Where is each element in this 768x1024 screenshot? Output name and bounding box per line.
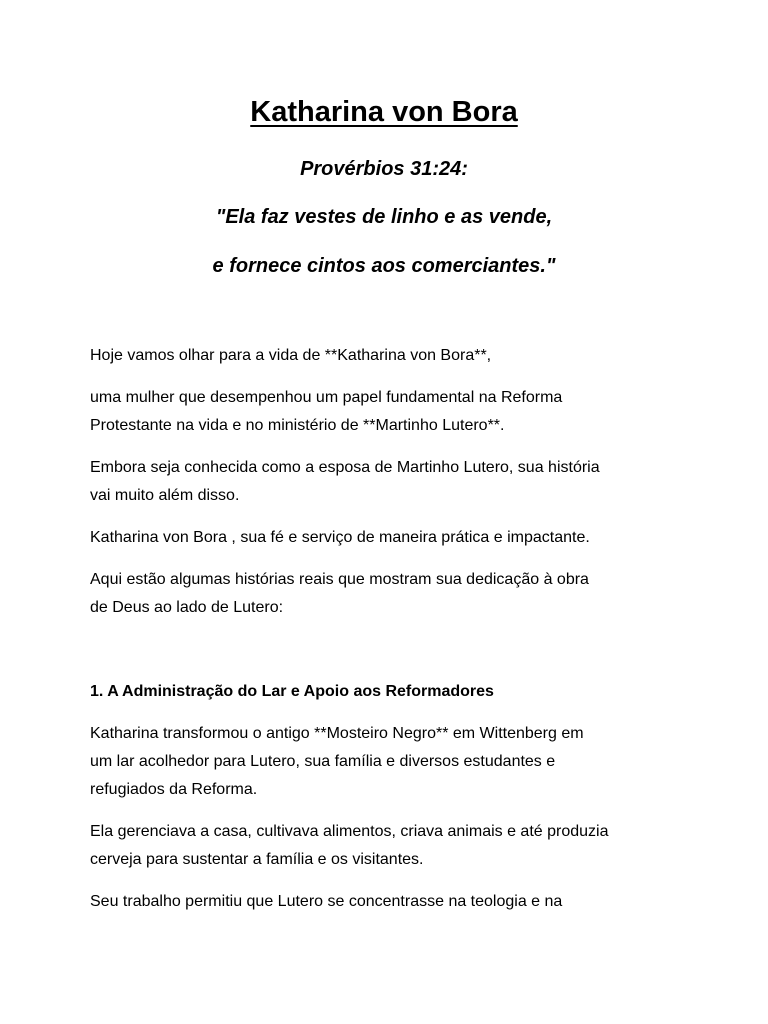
paragraph	[90, 720, 690, 804]
text-line: Aqui estão algumas histórias reais que mostram sua dedicação à obra	[90, 571, 589, 588]
text-line: refugiados da Reforma.	[90, 781, 258, 798]
intro-section	[90, 342, 690, 622]
verse-reference: Provérbios 31:24:	[300, 158, 468, 180]
text-line: Ela gerenciava a casa, cultivava alimentos, criava animais e até produzia	[90, 823, 609, 840]
paragraph	[90, 454, 690, 510]
text-line: Hoje vamos olhar para a vida de **Katharina von Bora**,	[90, 347, 492, 364]
document-title: Katharina von Bora	[250, 96, 518, 128]
text-line: cerveja para sustentar a família e os visitantes.	[90, 851, 424, 868]
text-line: Protestante na vida e no ministério de **Martinho Lutero**.	[90, 417, 505, 434]
paragraph	[90, 342, 690, 370]
text-line: Katharina von Bora , sua fé e serviço de maneira prática e impactante.	[90, 529, 590, 546]
verse-line: "Ela faz vestes de linho e as vende,	[215, 206, 553, 228]
paragraph	[90, 888, 690, 916]
text-line: de Deus ao lado de Lutero:	[90, 599, 284, 616]
document-body	[90, 342, 690, 930]
text-line: Embora seja conhecida como a esposa de Martinho Lutero, sua história	[90, 459, 600, 476]
paragraph	[90, 384, 690, 440]
text-line: Seu trabalho permitiu que Lutero se concentrasse na teologia e na	[90, 893, 563, 910]
section-heading: 1. A Administração do Lar e Apoio aos Reformadores	[90, 683, 494, 700]
paragraph	[90, 818, 690, 874]
text-line: Katharina transformou o antigo **Mosteiro Negro** em Wittenberg em	[90, 725, 584, 742]
text-line: vai muito além disso.	[90, 487, 240, 504]
paragraph	[90, 524, 690, 552]
verse-line: e fornece cintos aos comerciantes."	[212, 255, 556, 277]
section-1-body	[90, 720, 690, 916]
paragraph	[90, 566, 690, 622]
text-line: uma mulher que desempenhou um papel fundamental na Reforma	[90, 389, 563, 406]
text-line: um lar acolhedor para Lutero, sua família e diversos estudantes e	[90, 753, 556, 770]
